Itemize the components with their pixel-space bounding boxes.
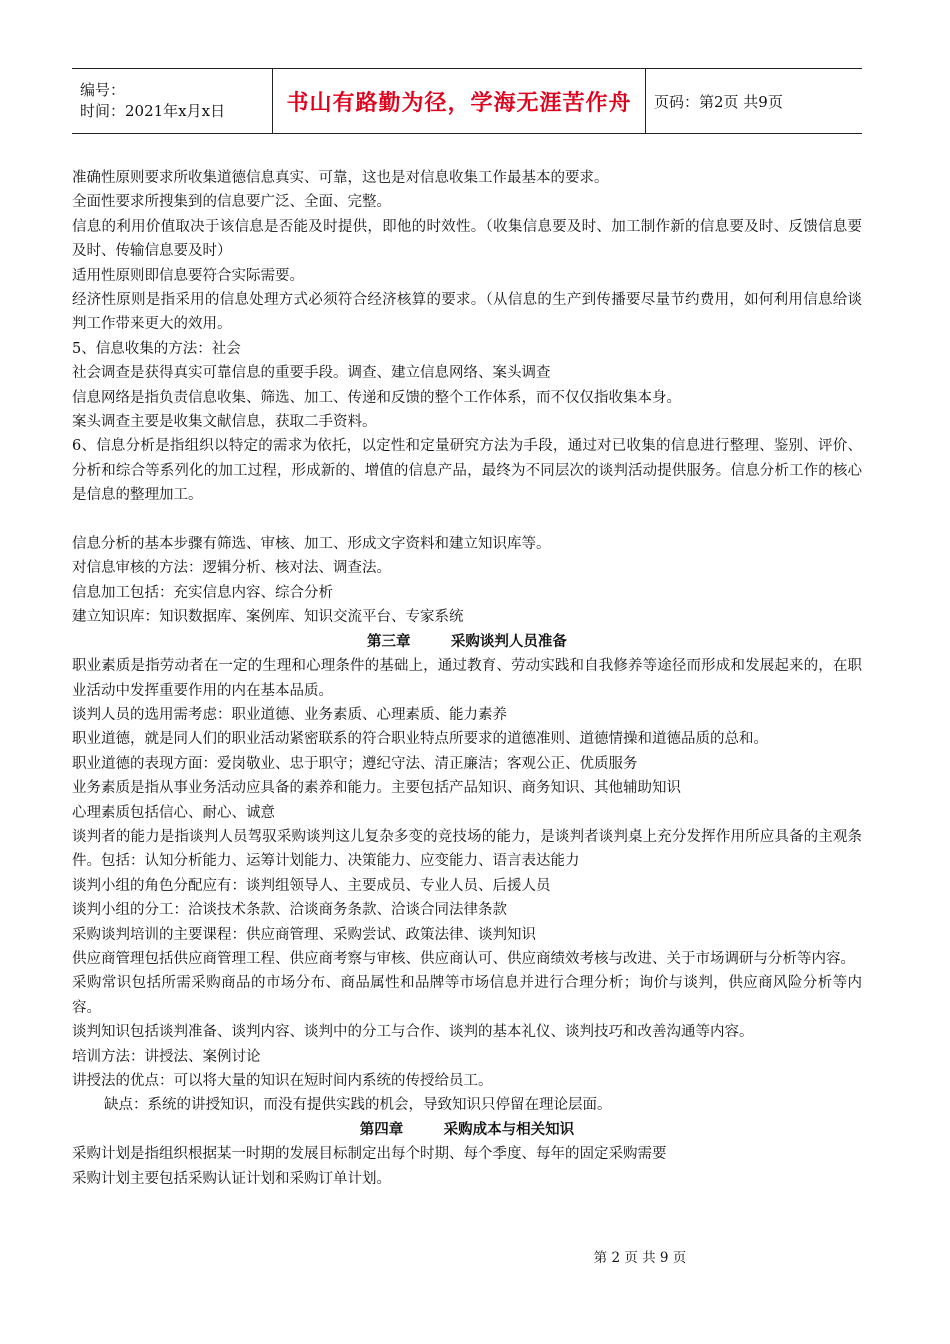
paragraph: 谈判知识包括谈判准备、谈判内容、谈判中的分工与合作、谈判的基本礼仪、谈判技巧和改善沟通等内容。	[72, 1024, 754, 1041]
paragraph: 采购常识包括所需采购商品的市场分布、商品属性和品牌等市场信息并进行合理分析；询价与谈判，供应商风险分析等内容。	[72, 975, 862, 1016]
chapter-heading: 第三章 采购谈判人员准备	[367, 632, 567, 650]
header-meta	[72, 69, 273, 133]
blank-line	[72, 508, 862, 532]
paragraph: 供应商管理包括供应商管理工程、供应商考察与审核、供应商认可、供应商绩效考核与改进、关于市场调研与分析等内容。	[72, 950, 855, 967]
paragraph: 信息分析的基本步骤有筛选、审核、加工、形成文字资料和建立知识库等。	[72, 536, 551, 553]
paragraph: 案头调查主要是收集文献信息，获取二手资料。	[72, 414, 377, 431]
paragraph: 适用性原则即信息要符合实际需要。	[72, 267, 304, 284]
paragraph: 业务素质是指从事业务活动应具备的素养和能力。主要包括产品知识、商务知识、其他辅助知识	[72, 780, 681, 797]
paragraph: 采购计划主要包括采购认证计划和采购订单计划。	[72, 1170, 391, 1187]
document-time-label: 时间：2021年x月x日	[80, 102, 226, 120]
paragraph: 信息的利用价值取决于该信息是否能及时提供，即他的时效性。（收集信息要及时、加工制作新的信息要及时、反馈信息要及时、传输信息要及时）	[72, 218, 862, 260]
paragraph: 采购谈判培训的主要课程：供应商管理、采购尝试、政策法律、谈判知识	[72, 926, 536, 943]
paragraph: 职业素质是指劳动者在一定的生理和心理条件的基础上，通过教育、劳动实践和自我修养等途径而形成和发展起来的，在职业活动中发挥重要作用的内在基本品质。	[72, 658, 862, 699]
chapter-heading: 第四章 采购成本与相关知识	[359, 1120, 575, 1138]
page-footer	[0, 1246, 950, 1266]
paragraph: 谈判者的能力是指谈判人员驾驭采购谈判这儿复杂多变的竞技场的能力，是谈判者谈判桌上充分发挥作用所应具备的主观条件。包括：认知分析能力、运筹计划能力、决策能力、应变能力、语言表达能力	[72, 828, 862, 870]
paragraph: 6、信息分析是指组织以特定的需求为依托，以定性和定量研究方法为手段，通过对已收集的信息进行整理、鉴别、评价、分析和综合等系列化的加工过程，形成新的、增值的信息产品，最终为不同层次的谈判活动提供服务。信息分析工作的核心是信息的整理加工。	[72, 438, 862, 504]
paragraph: 信息加工包括：充实信息内容、综合分析	[72, 584, 333, 601]
footer-page-number: 第 2 页 共 9 页	[593, 1250, 687, 1266]
paragraph: 职业道德的表现方面：爱岗敬业、忠于职守；遵纪守法、清正廉洁；客观公正、优质服务	[72, 755, 638, 772]
page-header	[72, 68, 862, 134]
paragraph: 缺点：系统的讲授知识，而没有提供实践的机会，导致知识只停留在理论层面。	[104, 1097, 612, 1114]
header-motto-cell	[273, 69, 646, 133]
paragraph: 心理素质包括信心、耐心、诚意	[72, 804, 275, 821]
paragraph: 谈判小组的角色分配应有：谈判组领导人、主要成员、专业人员、后援人员	[72, 877, 551, 894]
paragraph: 培训方法：讲授法、案例讨论	[72, 1048, 261, 1065]
paragraph: 采购计划是指组织根据某一时期的发展目标制定出每个时期、每个季度、每年的固定采购需要	[72, 1146, 667, 1163]
header-page-cell	[646, 69, 862, 133]
paragraph: 准确性原则要求所收集道德信息真实、可靠，这也是对信息收集工作最基本的要求。	[72, 170, 609, 186]
paragraph: 经济性原则是指采用的信息处理方式必须符合经济核算的要求。（从信息的生产到传播要尽量节约费用，如何利用信息给谈判工作带来更大的效用。	[72, 292, 862, 333]
paragraph: 谈判小组的分工：洽谈技术条款、洽谈商务条款、洽谈合同法律条款	[72, 902, 507, 919]
paragraph: 讲授法的优点：可以将大量的知识在短时间内系统的传授给员工。	[72, 1073, 493, 1090]
paragraph: 对信息审核的方法：逻辑分析、核对法、调查法。	[72, 560, 391, 577]
header-motto: 书山有路勤为径，学海无涯苦作舟	[286, 89, 632, 116]
paragraph: 社会调查是获得真实可靠信息的重要手段。调查、建立信息网络、案头调查	[72, 365, 551, 382]
paragraph: 信息网络是指负责信息收集、筛选、加工、传递和反馈的整个工作体系，而不仅仅指收集本身。	[72, 389, 681, 406]
paragraph: 谈判人员的选用需考虑：职业道德、业务素质、心理素质、能力素养	[72, 706, 507, 723]
document-body	[72, 166, 862, 1191]
paragraph: 职业道德，就是同人们的职业活动紧密联系的符合职业特点所要求的道德准则、道德情操和道德品质的总和。	[72, 731, 768, 748]
header-page-label: 页码：第2页 共9页	[654, 92, 783, 111]
document-number-label: 编号：	[80, 81, 126, 99]
section-heading: 5、信息收集的方法：社会	[72, 340, 241, 357]
paragraph: 建立知识库：知识数据库、案例库、知识交流平台、专家系统	[72, 609, 464, 626]
paragraph: 全面性要求所搜集到的信息要广泛、全面、完整。	[72, 194, 391, 211]
